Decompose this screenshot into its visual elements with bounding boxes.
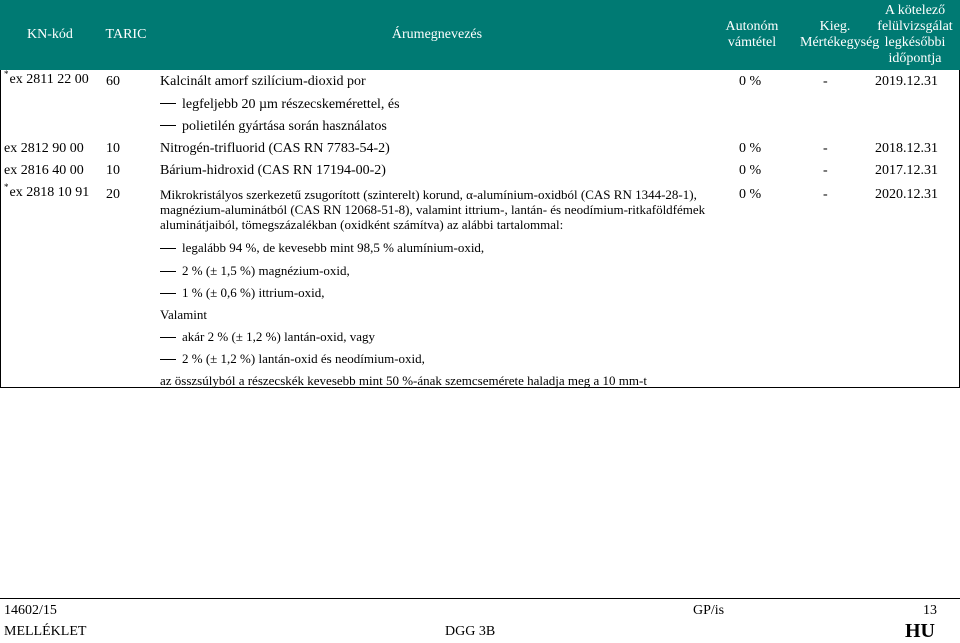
- description-subitem: akár 2 % (± 1,2 %) lantán-oxid, vagy: [160, 329, 375, 345]
- review-date-cell: 2019.12.31: [875, 74, 938, 89]
- page-number: 13: [923, 603, 937, 618]
- duty-cell: 0 %: [739, 74, 762, 89]
- duty-cell: 0 %: [739, 163, 762, 178]
- dash-mark: [160, 103, 176, 104]
- review-date-cell: 2020.12.31: [875, 187, 938, 202]
- duty-cell: 0 %: [739, 187, 762, 202]
- header-kn: KN-kód: [27, 27, 73, 42]
- review-date-cell: 2017.12.31: [875, 163, 938, 178]
- header-description: Árumegnevezés: [391, 27, 483, 42]
- description-subitem: az összsúlyból a részecskék kevesebb mint 50 %-ának szemcsemérete haladja meg a 10 mm-t: [160, 373, 647, 388]
- description-cell: Nitrogén-trifluorid (CAS RN 7783-54-2): [160, 141, 390, 156]
- taric-cell: 60: [106, 74, 120, 89]
- footer-divider: [0, 598, 960, 599]
- directorate-label: DGG 3B: [445, 624, 496, 639]
- description-cell: Mikrokristályos szerkezetű zsugorított (szinterelt) korund, α-alumínium-oxidból (CAS RN 1344-28-1),: [160, 187, 697, 202]
- description-subitem: 2 % (± 1,5 %) magnézium-oxid,: [160, 263, 350, 279]
- unit-cell: -: [823, 74, 828, 89]
- description-subitem: 2 % (± 1,2 %) lantán-oxid és neodímium-oxid,: [160, 351, 425, 367]
- description-subitem: 1 % (± 0,6 %) ittrium-oxid,: [160, 285, 325, 301]
- kn-code-cell: *ex 2811 22 00: [4, 69, 89, 87]
- table-border-left: [0, 70, 1, 388]
- kn-code-cell: *ex 2818 10 91: [4, 182, 90, 200]
- dash-mark: [160, 359, 176, 360]
- header-duty: Autonóm vámtétel: [725, 19, 779, 50]
- kn-code-cell: ex 2812 90 00: [4, 141, 84, 156]
- dash-mark: [160, 125, 176, 126]
- unit-cell: -: [823, 187, 828, 202]
- description-subitem: legfeljebb 20 µm részecskemérettel, és: [160, 97, 400, 113]
- duty-cell: 0 %: [739, 141, 762, 156]
- unit-cell: -: [823, 163, 828, 178]
- kn-code-cell: ex 2816 40 00: [4, 163, 84, 178]
- dash-mark: [160, 248, 176, 249]
- description-subitem: polietilén gyártása során használatos: [160, 119, 387, 135]
- language-code: HU: [905, 620, 935, 642]
- dash-mark: [160, 271, 176, 272]
- unit-cell: -: [823, 141, 828, 156]
- table-header: [0, 0, 960, 70]
- header-review-date: A kötelező felülvizsgálat legkésőbbi időpontja: [877, 3, 953, 66]
- taric-cell: 20: [106, 187, 120, 202]
- taric-cell: 10: [106, 163, 120, 178]
- description-subitem: Valamint: [160, 307, 207, 322]
- description-subitem: legalább 94 %, de kevesebb mint 98,5 % alumínium-oxid,: [160, 240, 484, 256]
- description-cell: magnézium-aluminátból (CAS RN 12068-51-8), valamint ittrium-, lantán- és neodímium-ritkaföldfémek: [160, 202, 706, 217]
- taric-cell: 10: [106, 141, 120, 156]
- dash-mark: [160, 337, 176, 338]
- description-cell: Kalcinált amorf szilícium-dioxid por: [160, 74, 366, 89]
- header-taric: TARIC: [105, 27, 147, 42]
- document-number: 14602/15: [4, 603, 57, 618]
- description-cell: Bárium-hidroxid (CAS RN 17194-00-2): [160, 163, 386, 178]
- description-cell: aluminátjaiból, tömegszázalékban (oxidként számítva) az alábbi tartalommal:: [160, 217, 564, 232]
- dash-mark: [160, 293, 176, 294]
- annex-label: MELLÉKLET: [4, 624, 87, 639]
- initials: GP/is: [693, 603, 725, 618]
- header-unit: Kieg. Mértékegység: [800, 19, 880, 50]
- review-date-cell: 2018.12.31: [875, 141, 938, 156]
